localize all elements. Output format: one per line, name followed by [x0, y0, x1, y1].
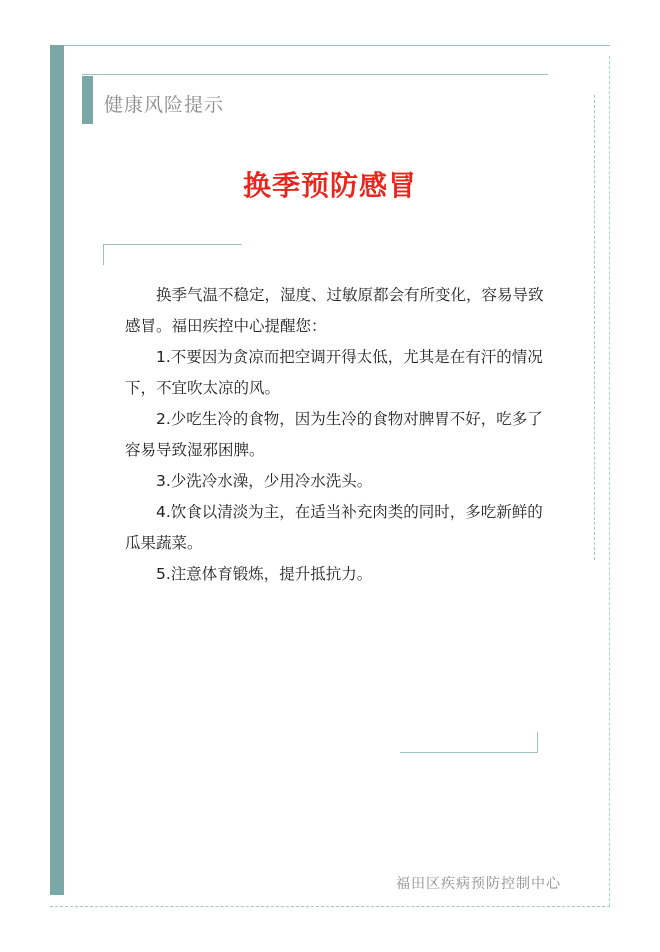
header-title: 健康风险提示	[104, 94, 225, 116]
header-accent-block	[82, 76, 93, 124]
top-border-line	[64, 45, 610, 46]
paragraph-tip-1: 1.不要因为贪凉而把空调开得太低，尤其是在有汗的情况下，不宜吹太凉的风。	[125, 348, 543, 397]
paragraph-intro: 换季气温不稳定，湿度、过敏原都会有所变化，容易导致感冒。福田疾控中心提醒您：	[125, 286, 544, 335]
corner-bracket-bottom-right-vertical	[537, 732, 538, 753]
footer-organization: 福田区疾病预防控制中心	[396, 876, 561, 892]
corner-bracket-bottom-right	[400, 752, 538, 753]
header-rule	[82, 74, 548, 75]
paragraph-tip-2: 2.少吃生冷的食物，因为生冷的食物对脾胃不好，吃多了容易导致湿邪困脾。	[125, 410, 543, 459]
corner-bracket-top-left	[103, 244, 242, 245]
corner-bracket-top-left-vertical	[103, 244, 104, 265]
paragraph-tip-4: 4.饮食以清淡为主，在适当补充肉类的同时，多吃新鲜的瓜果蔬菜。	[125, 503, 543, 552]
bottom-dashed-border	[50, 906, 610, 907]
paragraph-tip-5: 5.注意体育锻炼，提升抵抗力。	[156, 565, 373, 583]
article-body	[125, 280, 545, 590]
article-title: 换季预防感冒	[242, 169, 417, 202]
paragraph-tip-3: 3.少洗冷水澡，少用冷水洗头。	[156, 472, 373, 490]
